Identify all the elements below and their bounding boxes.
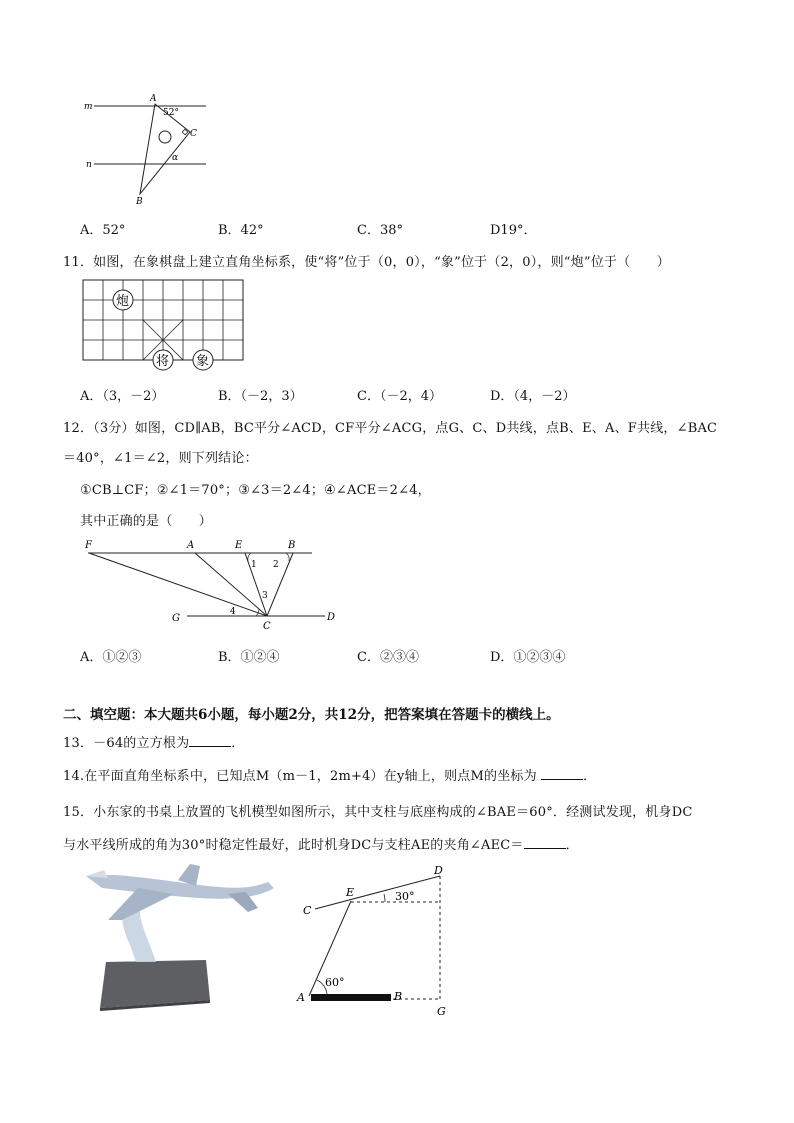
q10-option-a[interactable]: A．52° — [80, 223, 126, 238]
q12-angle-3: 3 — [262, 591, 268, 601]
q10-angle-52: 52° — [163, 108, 179, 118]
q12-conclusions: ①CB⊥CF；②∠1＝70°；③∠3＝2∠4；④∠ACE＝2∠4， — [80, 483, 431, 498]
q12-stem-line1: 12．（3分）如图，CD∥AB，BC平分∠ACD，CF平分∠ACG，点G、C、D共线，点B、E、A、F共线，∠BAC — [63, 421, 718, 436]
q12-angle-4: 4 — [230, 607, 236, 617]
q10-option-d[interactable]: D19°． — [490, 223, 537, 238]
q12-label-b: B — [288, 540, 296, 551]
q11-option-b[interactable]: B．（－2，3） — [218, 389, 303, 404]
q11-option-c[interactable]: C．（－2，4） — [357, 389, 442, 404]
q11-piece-xiang — [193, 350, 213, 370]
q10-label-b: B — [136, 197, 143, 207]
q10-option-c[interactable]: C．38° — [357, 223, 403, 238]
q10-label-n: n — [86, 160, 92, 170]
q12-label-d: D — [327, 612, 336, 623]
q10-option-b[interactable]: B．42° — [218, 223, 264, 238]
q12-label-g: G — [172, 613, 180, 624]
q11-piece-pao — [113, 290, 133, 310]
q10-figure — [80, 90, 220, 210]
q12-option-d[interactable]: D．①②③④ — [490, 650, 566, 665]
q11-option-d[interactable]: D．（4，－2） — [490, 389, 576, 404]
model-base — [100, 960, 210, 1008]
q11-stem: 11．如图，在象棋盘上建立直角坐标系，使“将”位于（0，0），“象”位于（2，0），则“炮”位于（ ） — [63, 255, 670, 270]
q10-circle — [159, 131, 171, 143]
q15-base-ab — [311, 994, 391, 1001]
q15-label-b: B — [394, 990, 403, 1003]
q10-label-a: A — [150, 94, 157, 104]
q12-option-b[interactable]: B．①②④ — [218, 650, 280, 665]
q15-figure — [295, 862, 465, 1022]
q15-angle-60: 60° — [325, 976, 345, 989]
q15-angle-30: 30° — [395, 890, 415, 903]
q11-piece-jiang — [153, 350, 173, 370]
q14-end: ． — [583, 769, 597, 784]
q15-label-c: C — [303, 904, 312, 917]
q15-label-g: G — [437, 1005, 446, 1018]
q14-text — [63, 765, 596, 784]
q10-label-m: m — [84, 102, 93, 112]
q15-label-e: E — [346, 886, 355, 899]
q12-label-a: A — [187, 540, 195, 551]
svg-text:将: 将 — [156, 354, 170, 369]
q15-line2 — [63, 834, 579, 853]
q14-answer-blank[interactable] — [541, 767, 583, 780]
q15-answer-blank[interactable] — [524, 836, 566, 849]
q13-stem: 13．－64的立方根为 — [63, 736, 190, 751]
q13-answer-blank[interactable] — [189, 734, 231, 747]
q15-end: ． — [565, 838, 579, 853]
q11-option-a[interactable]: A．（3，－2） — [80, 389, 165, 404]
q12-figure — [80, 536, 350, 634]
section2-heading: 二、填空题：本大题共6小题，每小题2分，共12分，把答案填在答题卡的横线上。 — [63, 707, 560, 723]
q15-label-a: A — [297, 991, 305, 1004]
q11-chessboard — [80, 276, 250, 371]
q15-line1: 15．小东家的书桌上放置的飞机模型如图所示，其中支柱与底座构成的∠BAE＝60°．经测试发现，机身DC — [63, 805, 693, 820]
q12-angle-1: 1 — [251, 560, 257, 570]
svg-text:象: 象 — [196, 354, 210, 369]
q15-stem: 与水平线所成的角为30°时稳定性最好，此时机身DC与支柱AE的夹角∠AEC＝ — [63, 838, 524, 853]
q12-option-a[interactable]: A．①②③ — [80, 650, 142, 665]
q12-stem-line2: ＝40°，∠1＝∠2，则下列结论： — [63, 451, 258, 466]
q12-option-c[interactable]: C．②③④ — [357, 650, 419, 665]
q15-line-cd — [315, 876, 440, 909]
q12-label-e: E — [235, 540, 243, 551]
q14-stem: 14.在平面直角坐标系中，已知点M（m－1，2m+4）在y轴上，则点M的坐标为 — [63, 769, 537, 784]
q15-label-d: D — [434, 864, 443, 877]
q12-label-f: F — [85, 540, 92, 551]
q10-label-c: C — [190, 129, 197, 139]
q13-end: ． — [231, 736, 245, 751]
svg-text:炮: 炮 — [116, 294, 130, 309]
q10-angle-alpha: α — [172, 153, 179, 163]
q13-text — [63, 732, 245, 751]
airplane-model-photo — [78, 862, 288, 1014]
q12-label-c: C — [263, 621, 271, 632]
q12-angle-2: 2 — [273, 560, 279, 570]
q12-prompt: 其中正确的是（ ） — [80, 514, 213, 529]
